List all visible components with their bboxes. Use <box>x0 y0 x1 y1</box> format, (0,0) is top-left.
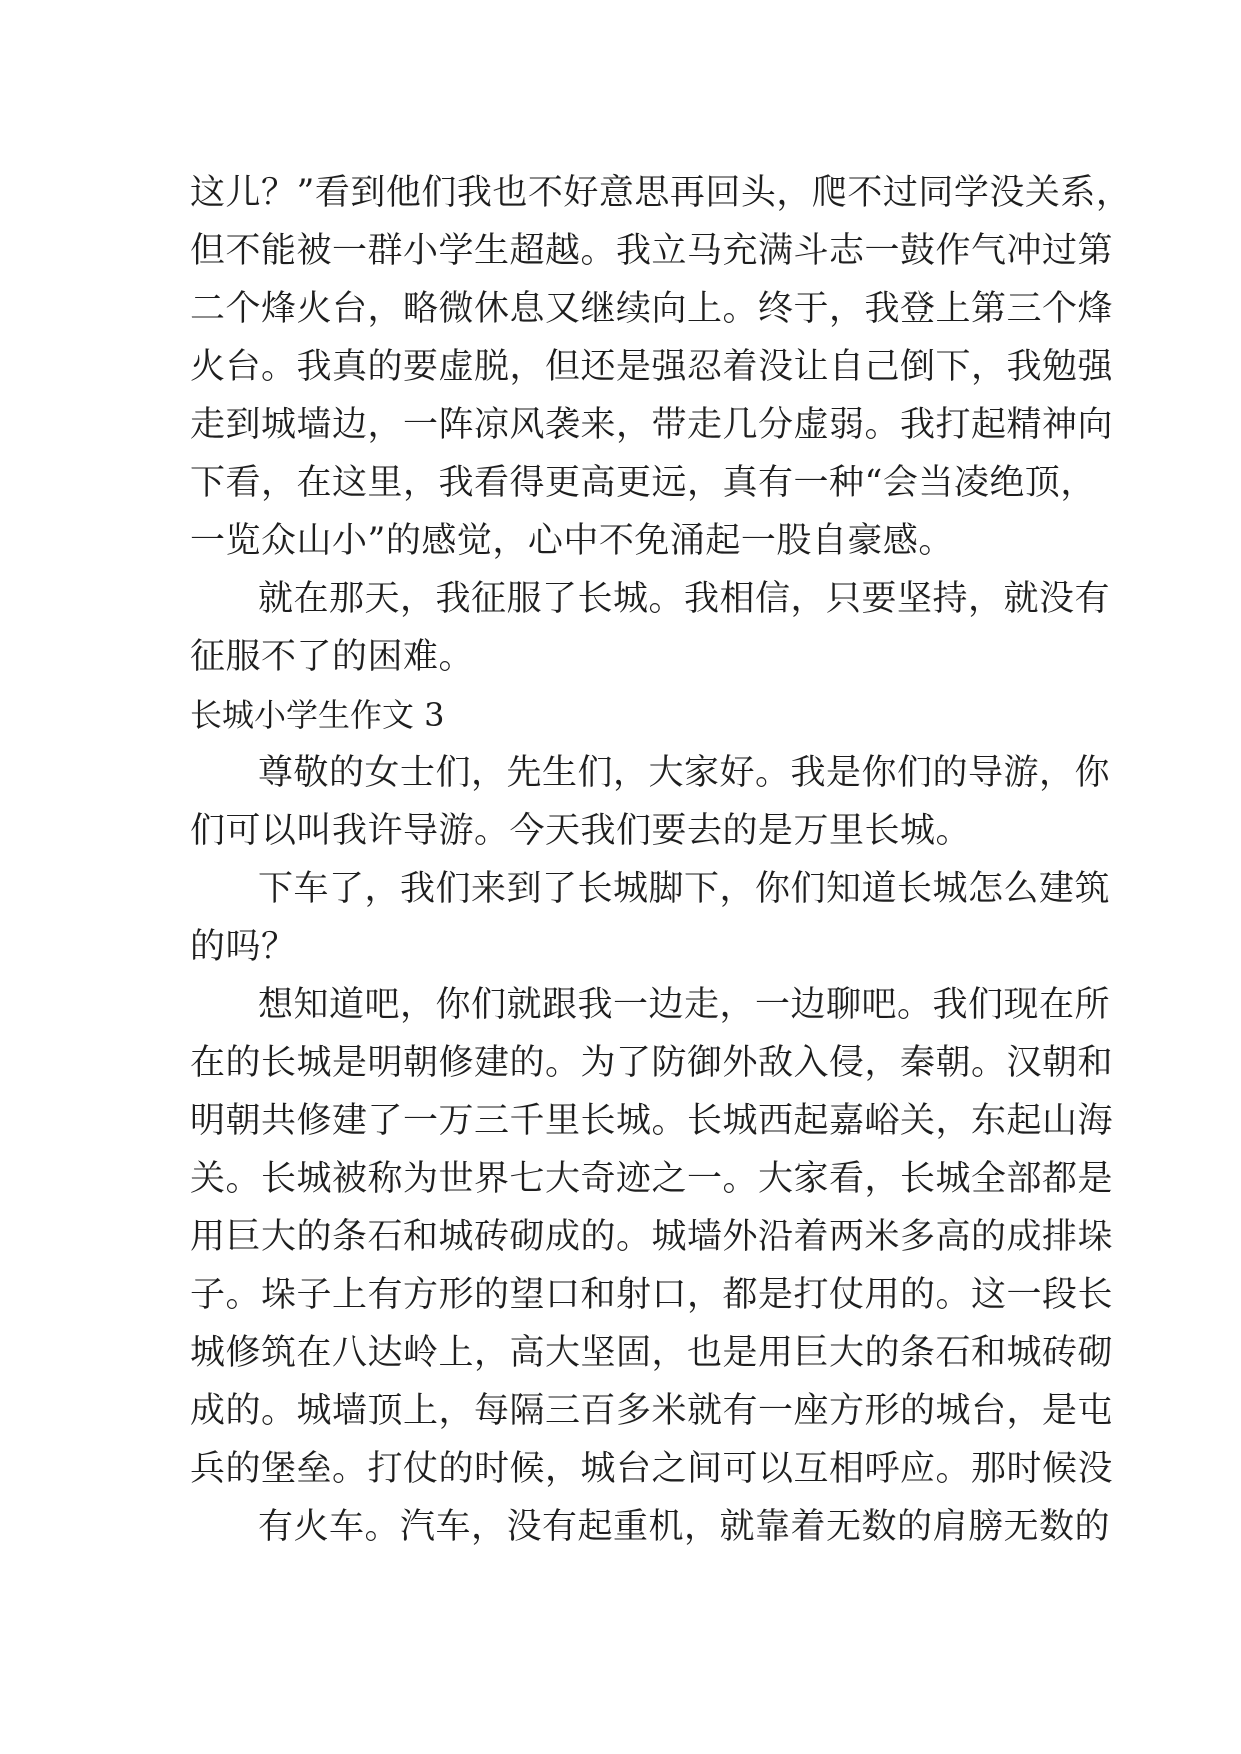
paragraph-start: 有火车。汽车，没有起重机，就靠着无数的肩膀无数的 <box>258 1507 1111 1547</box>
text-line: 们可以叫我许导游。今天我们要去的是万里长城。 <box>190 811 972 851</box>
paragraph-start: 尊敬的女士们，先生们，大家好。我是你们的导游，你 <box>258 753 1111 793</box>
text-line: 城修筑在八达岭上，高大坚固，也是用巨大的条石和城砖砌 <box>190 1333 1114 1373</box>
paragraph-start: 就在那天，我征服了长城。我相信，只要坚持，就没有 <box>258 579 1111 619</box>
text-line: 征服不了的困难。 <box>190 637 475 677</box>
text-line: 成的。城墙顶上，每隔三百多米就有一座方形的城台，是屯 <box>190 1391 1114 1431</box>
text-line: 二个烽火台，略微休息又继续向上。终于，我登上第三个烽 <box>190 289 1114 329</box>
text-line: 走到城墙边，一阵凉风袭来，带走几分虚弱。我打起精神向 <box>190 405 1114 445</box>
paragraph-start: 想知道吧，你们就跟我一边走，一边聊吧。我们现在所 <box>258 985 1111 1025</box>
text-line: 用巨大的条石和城砖砌成的。城墙外沿着两米多高的成排垛 <box>190 1217 1114 1257</box>
text-line: 的吗？ <box>190 927 297 967</box>
text-line: 一览众山小”的感觉，心中不免涌起一股自豪感。 <box>190 521 954 561</box>
text-line: 兵的堡垒。打仗的时候，城台之间可以互相呼应。那时候没 <box>190 1449 1114 1489</box>
text-line: 在的长城是明朝修建的。为了防御外敌入侵，秦朝。汉朝和 <box>190 1043 1114 1083</box>
paragraph-start: 下车了，我们来到了长城脚下，你们知道长城怎么建筑 <box>258 869 1111 909</box>
text-line: 子。垛子上有方形的望口和射口，都是打仗用的。这一段长 <box>190 1275 1114 1315</box>
text-line: 关。长城被称为世界七大奇迹之一。大家看，长城全部都是 <box>190 1159 1114 1199</box>
section-heading: 长城小学生作文 3 <box>190 696 445 734</box>
text-line: 这儿？”看到他们我也不好意思再回头，爬不过同学没关系， <box>190 173 1132 213</box>
text-line: 下看，在这里，我看得更高更远，真有一种“会当凌绝顶， <box>190 463 1096 503</box>
text-line: 明朝共修建了一万三千里长城。长城西起嘉峪关，东起山海 <box>190 1101 1114 1141</box>
text-line: 但不能被一群小学生超越。我立马充满斗志一鼓作气冲过第 <box>190 231 1114 271</box>
text-line: 火台。我真的要虚脱，但还是强忍着没让自己倒下，我勉强 <box>190 347 1114 387</box>
